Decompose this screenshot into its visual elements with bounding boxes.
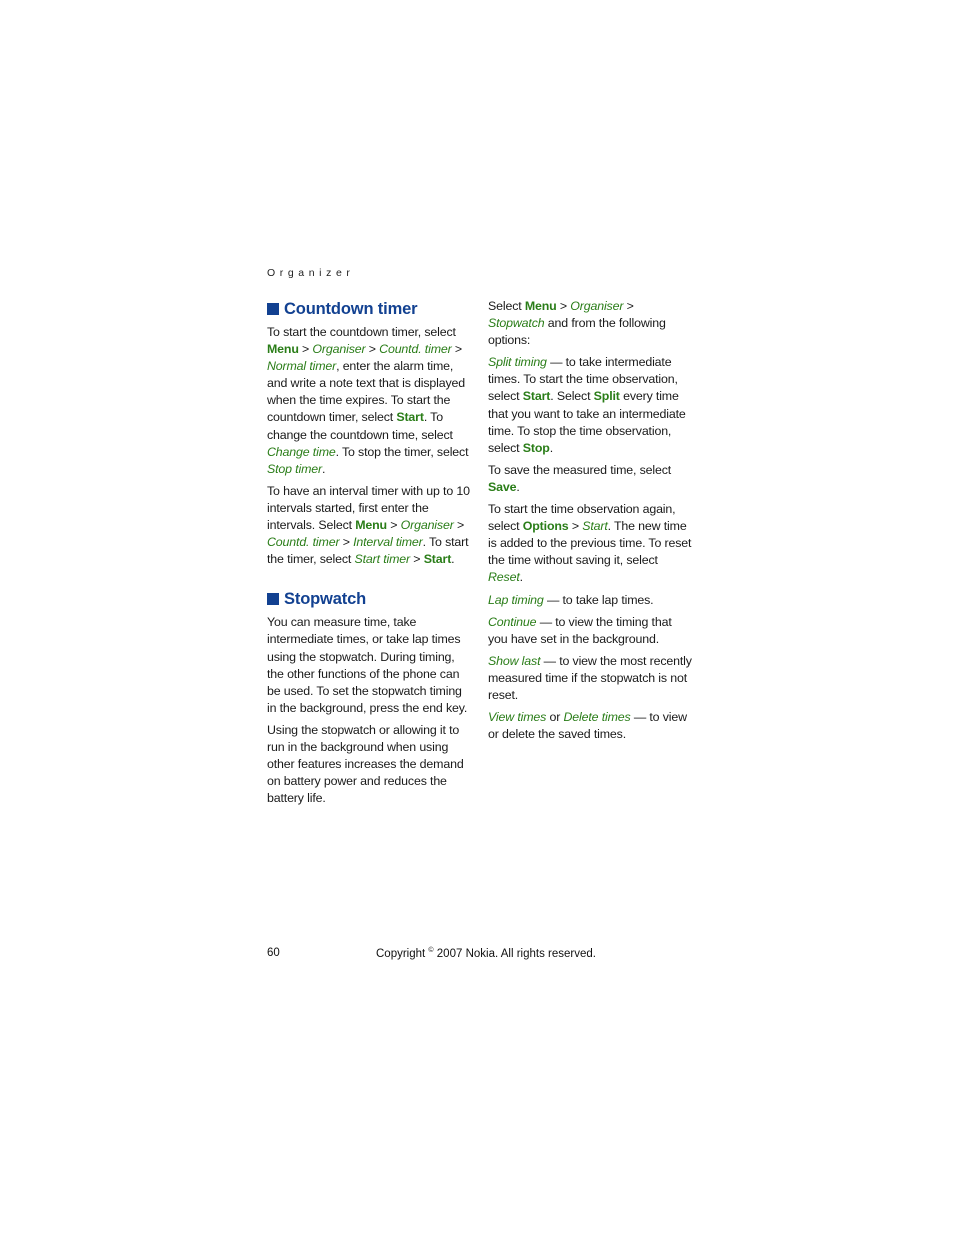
heading-text: Countdown timer [284,300,418,318]
countdown-paragraph-2: To have an interval timer with up to 10 intervals started, first enter the intervals. Select Menu > Organiser > Countd. timer > Interval timer. To start the timer, select Start timer > Start. [267,483,470,567]
stopwatch-paragraph-2: Using the stopwatch or allowing it to run in the background when using other features increases the demand on battery power and reduces the battery life. [267,722,464,806]
heading-square-icon [267,303,279,315]
left-column [267,298,471,812]
right-column [488,298,692,748]
show-last-option: Show last — to view the most recently measured time if the stopwatch is not reset. [488,653,692,702]
lap-timing-option: Lap timing — to take lap times. [488,592,654,607]
restart-instruction: To start the time observation again, select Options > Start. The new time is added to the previous time. To reset the time without saving it, select Reset. [488,502,692,585]
page-number: 60 [267,947,280,959]
save-instruction: To save the measured time, select Save. [488,462,672,494]
split-timing-option: Split timing — to take intermediate times. To start the time observation, select Start. Select Split every time that you want to take an intermediate time. To stop the time observation, select Stop. [488,355,686,455]
heading-text: Stopwatch [284,590,367,609]
heading-square-icon [267,593,279,605]
section-spacer [267,573,471,588]
copyright-notice: Copyright © 2007 Nokia. All rights reserved. [376,947,596,960]
section-header: Organizer [267,267,355,279]
view-delete-option: View times or Delete times — to view or delete the saved times. [488,710,687,742]
options-intro: Select Menu > Organiser > Stopwatch and from the following options: [488,299,666,348]
stopwatch-heading [267,588,471,610]
stopwatch-paragraph-1: You can measure time, take intermediate times, or take lap times using the stopwatch. During timing, the other functions of the phone can be used. To set the stopwatch timing in the background, press the end key. [267,615,468,715]
continue-option: Continue — to view the timing that you have set in the background. [488,614,672,646]
countdown-timer-heading [267,298,471,320]
countdown-paragraph-1: To start the countdown timer, select Menu > Organiser > Countd. timer > Normal timer, enter the alarm time, and write a note text that is displayed when the time expires. To start the countdown timer, select Start. To change the countdown time, select Change time. To stop the timer, select Stop timer. [267,325,469,476]
